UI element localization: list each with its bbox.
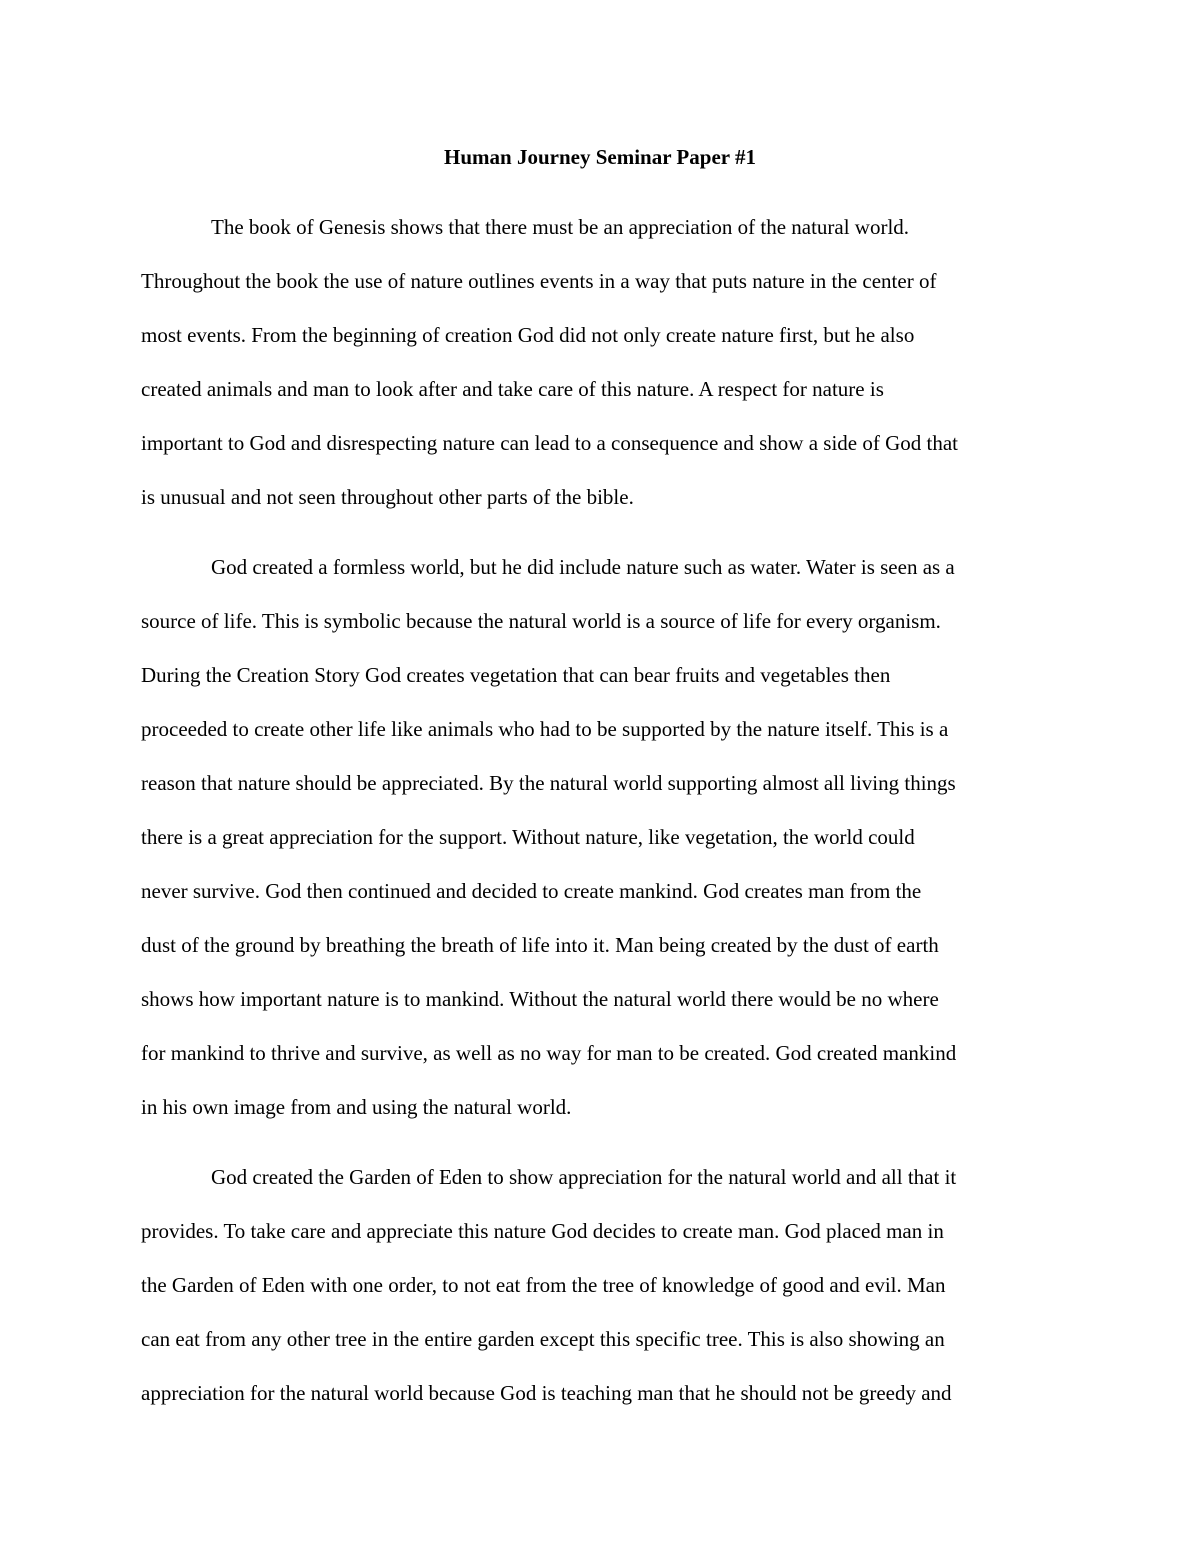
paragraph-line: created animals and man to look after and take care of this nature. A respect for nature is	[141, 377, 884, 401]
paragraph-line: God created a formless world, but he did include nature such as water. Water is seen as a	[211, 555, 955, 579]
paragraph-line: important to God and disrespecting nature can lead to a consequence and show a side of God that	[141, 431, 959, 455]
paragraph-line: in his own image from and using the natural world.	[141, 1095, 572, 1119]
paragraph-line: there is a great appreciation for the support. Without nature, like vegetation, the world could	[141, 825, 915, 849]
paragraph-line: proceeded to create other life like animals who had to be supported by the nature itself. This is a	[141, 717, 949, 741]
paragraph-line: for mankind to thrive and survive, as well as no way for man to be created. God created mankind	[141, 1041, 957, 1065]
paragraph-line: the Garden of Eden with one order, to not eat from the tree of knowledge of good and evil. Man	[141, 1273, 946, 1297]
paragraph-line: God created the Garden of Eden to show appreciation for the natural world and all that it	[211, 1165, 957, 1189]
paragraph-line: most events. From the beginning of creation God did not only create nature first, but he also	[141, 323, 915, 347]
paragraph-line: During the Creation Story God creates vegetation that can bear fruits and vegetables then	[141, 663, 891, 687]
paragraph-line: dust of the ground by breathing the breath of life into it. Man being created by the dust of earth	[141, 933, 939, 957]
paragraph-line: appreciation for the natural world because God is teaching man that he should not be greedy and	[141, 1381, 952, 1405]
paragraph-line: source of life. This is symbolic because the natural world is a source of life for every organism.	[141, 609, 941, 633]
paragraph-line: The book of Genesis shows that there must be an appreciation of the natural world.	[211, 215, 910, 239]
paragraph-line: shows how important nature is to mankind. Without the natural world there would be no where	[141, 987, 939, 1011]
paragraph-line: provides. To take care and appreciate this nature God decides to create man. God placed man in	[141, 1219, 944, 1243]
paragraph-line: reason that nature should be appreciated. By the natural world supporting almost all living things	[141, 771, 956, 795]
paragraph-line: is unusual and not seen throughout other parts of the bible.	[141, 485, 634, 509]
paragraph-line: can eat from any other tree in the entire garden except this specific tree. This is also showing an	[141, 1327, 945, 1351]
paragraph-line: never survive. God then continued and decided to create mankind. God creates man from the	[141, 879, 922, 903]
document-title: Human Journey Seminar Paper #1	[444, 145, 756, 169]
paragraph-line: Throughout the book the use of nature outlines events in a way that puts nature in the center of	[141, 269, 937, 293]
